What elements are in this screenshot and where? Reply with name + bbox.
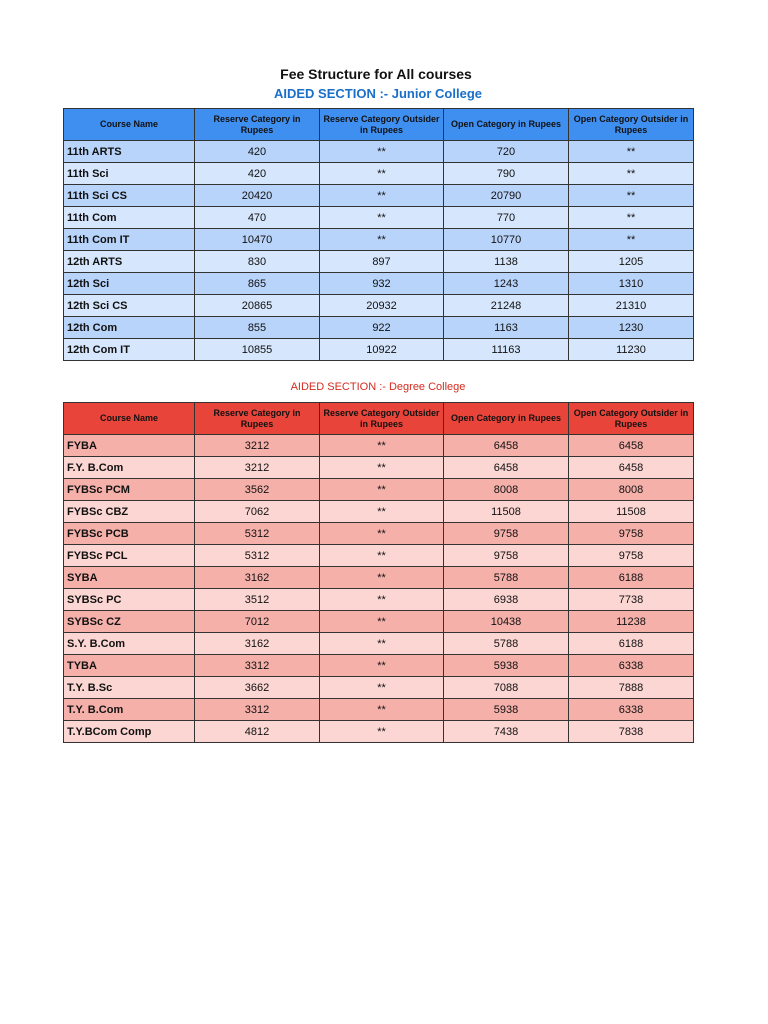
cell-course-name: 11th Com [64, 207, 195, 229]
table-row [64, 611, 694, 633]
cell-open-outsider: ** [569, 229, 694, 251]
cell-reserve-outsider: ** [320, 435, 444, 457]
cell-open-outsider: 7738 [569, 589, 694, 611]
cell-reserve-outsider: ** [320, 677, 444, 699]
degree-section-heading: AIDED SECTION :- Degree College [290, 381, 466, 393]
table-row [64, 273, 694, 295]
cell-open-outsider: 7838 [569, 721, 694, 743]
header-open-category: Open Category in Rupees [444, 109, 569, 141]
cell-open-category: 1163 [444, 317, 569, 339]
junior-section-heading: AIDED SECTION :- Junior College [273, 86, 482, 101]
cell-course-name: SYBSc PC [64, 589, 195, 611]
cell-reserve-category: 3512 [195, 589, 320, 611]
cell-open-outsider: 6188 [569, 633, 694, 655]
cell-open-outsider: 21310 [569, 295, 694, 317]
cell-open-category: 7438 [444, 721, 569, 743]
table-header-row [64, 403, 694, 435]
header-open-outsider: Open Category Outsider in Rupees [569, 403, 694, 435]
header-open-category: Open Category in Rupees [444, 403, 569, 435]
cell-course-name: 11th ARTS [64, 141, 195, 163]
cell-course-name: F.Y. B.Com [64, 457, 195, 479]
cell-reserve-outsider: ** [320, 589, 444, 611]
table-row [64, 589, 694, 611]
cell-reserve-outsider: ** [320, 163, 444, 185]
header-reserve-category: Reserve Category in Rupees [195, 403, 320, 435]
cell-open-outsider: 8008 [569, 479, 694, 501]
cell-course-name: T.Y.BCom Comp [64, 721, 195, 743]
cell-course-name: T.Y. B.Com [64, 699, 195, 721]
cell-reserve-outsider: 932 [320, 273, 444, 295]
cell-reserve-outsider: ** [320, 141, 444, 163]
cell-reserve-category: 20865 [195, 295, 320, 317]
table-header-row [64, 109, 694, 141]
header-open-outsider: Open Category Outsider in Rupees [569, 109, 694, 141]
cell-open-outsider: ** [569, 185, 694, 207]
cell-reserve-category: 5312 [195, 545, 320, 567]
cell-reserve-category: 3562 [195, 479, 320, 501]
junior-fee-table [63, 108, 694, 361]
page-title: Fee Structure for All courses [280, 66, 472, 82]
table-row [64, 677, 694, 699]
cell-open-outsider: ** [569, 141, 694, 163]
table-row [64, 479, 694, 501]
cell-open-category: 21248 [444, 295, 569, 317]
cell-reserve-category: 10470 [195, 229, 320, 251]
cell-open-outsider: 1230 [569, 317, 694, 339]
cell-open-outsider: 1310 [569, 273, 694, 295]
cell-reserve-outsider: ** [320, 699, 444, 721]
cell-reserve-outsider: ** [320, 479, 444, 501]
cell-open-category: 20790 [444, 185, 569, 207]
table-row [64, 185, 694, 207]
cell-open-category: 790 [444, 163, 569, 185]
cell-course-name: FYBSc PCB [64, 523, 195, 545]
cell-reserve-category: 4812 [195, 721, 320, 743]
cell-course-name: FYBSc CBZ [64, 501, 195, 523]
cell-open-outsider: 6338 [569, 655, 694, 677]
cell-course-name: TYBA [64, 655, 195, 677]
cell-open-outsider: ** [569, 163, 694, 185]
table-row [64, 699, 694, 721]
cell-course-name: 12th Sci CS [64, 295, 195, 317]
table-row [64, 317, 694, 339]
table-row [64, 435, 694, 457]
cell-open-outsider: 6188 [569, 567, 694, 589]
cell-open-outsider: 6458 [569, 457, 694, 479]
table-row [64, 295, 694, 317]
table-row [64, 229, 694, 251]
cell-course-name: SYBSc CZ [64, 611, 195, 633]
cell-reserve-category: 3312 [195, 655, 320, 677]
cell-open-category: 720 [444, 141, 569, 163]
cell-open-category: 7088 [444, 677, 569, 699]
cell-open-outsider: ** [569, 207, 694, 229]
cell-open-category: 1243 [444, 273, 569, 295]
cell-reserve-category: 7012 [195, 611, 320, 633]
cell-reserve-category: 865 [195, 273, 320, 295]
cell-reserve-category: 7062 [195, 501, 320, 523]
cell-course-name: 12th Com IT [64, 339, 195, 361]
cell-reserve-outsider: ** [320, 185, 444, 207]
cell-reserve-category: 470 [195, 207, 320, 229]
cell-open-outsider: 7888 [569, 677, 694, 699]
cell-reserve-category: 3212 [195, 435, 320, 457]
cell-open-category: 6938 [444, 589, 569, 611]
cell-course-name: FYBSc PCL [64, 545, 195, 567]
cell-open-outsider: 11230 [569, 339, 694, 361]
header-course-name: Course Name [64, 109, 195, 141]
cell-reserve-category: 20420 [195, 185, 320, 207]
cell-open-category: 11163 [444, 339, 569, 361]
cell-open-outsider: 6458 [569, 435, 694, 457]
cell-reserve-category: 3312 [195, 699, 320, 721]
cell-reserve-outsider: ** [320, 545, 444, 567]
cell-reserve-outsider: 922 [320, 317, 444, 339]
table-row [64, 457, 694, 479]
cell-reserve-outsider: ** [320, 567, 444, 589]
cell-reserve-category: 10855 [195, 339, 320, 361]
cell-reserve-category: 420 [195, 141, 320, 163]
cell-course-name: 12th ARTS [64, 251, 195, 273]
cell-reserve-outsider: ** [320, 655, 444, 677]
degree-fee-table [63, 402, 694, 743]
header-reserve-category: Reserve Category in Rupees [195, 109, 320, 141]
cell-open-outsider: 9758 [569, 545, 694, 567]
table-row [64, 633, 694, 655]
table-row [64, 141, 694, 163]
table-row [64, 251, 694, 273]
cell-course-name: 12th Sci [64, 273, 195, 295]
cell-course-name: 11th Com IT [64, 229, 195, 251]
cell-course-name: 11th Sci CS [64, 185, 195, 207]
cell-open-category: 6458 [444, 435, 569, 457]
cell-open-category: 9758 [444, 523, 569, 545]
cell-reserve-outsider: ** [320, 501, 444, 523]
cell-reserve-category: 5312 [195, 523, 320, 545]
table-row [64, 721, 694, 743]
cell-reserve-outsider: ** [320, 523, 444, 545]
cell-reserve-category: 3212 [195, 457, 320, 479]
cell-reserve-outsider: ** [320, 633, 444, 655]
header-reserve-outsider: Reserve Category Outsider in Rupees [320, 403, 444, 435]
header-course-name: Course Name [64, 403, 195, 435]
cell-open-outsider: 11508 [569, 501, 694, 523]
cell-course-name: S.Y. B.Com [64, 633, 195, 655]
cell-course-name: FYBA [64, 435, 195, 457]
cell-open-category: 1138 [444, 251, 569, 273]
cell-reserve-outsider: 20932 [320, 295, 444, 317]
table-row [64, 207, 694, 229]
table-row [64, 567, 694, 589]
cell-open-category: 6458 [444, 457, 569, 479]
cell-open-outsider: 11238 [569, 611, 694, 633]
cell-reserve-category: 3662 [195, 677, 320, 699]
cell-reserve-outsider: ** [320, 611, 444, 633]
header-reserve-outsider: Reserve Category Outsider in Rupees [320, 109, 444, 141]
cell-reserve-outsider: 897 [320, 251, 444, 273]
cell-open-category: 9758 [444, 545, 569, 567]
cell-open-category: 770 [444, 207, 569, 229]
cell-reserve-outsider: ** [320, 229, 444, 251]
cell-course-name: T.Y. B.Sc [64, 677, 195, 699]
table-row [64, 501, 694, 523]
cell-open-outsider: 9758 [569, 523, 694, 545]
cell-reserve-category: 3162 [195, 633, 320, 655]
table-row [64, 545, 694, 567]
cell-open-category: 5788 [444, 633, 569, 655]
cell-open-category: 10438 [444, 611, 569, 633]
table-row [64, 523, 694, 545]
cell-open-category: 5938 [444, 655, 569, 677]
table-row [64, 339, 694, 361]
cell-reserve-outsider: ** [320, 457, 444, 479]
cell-reserve-outsider: ** [320, 721, 444, 743]
cell-course-name: FYBSc PCM [64, 479, 195, 501]
cell-reserve-category: 855 [195, 317, 320, 339]
cell-course-name: 11th Sci [64, 163, 195, 185]
cell-reserve-outsider: 10922 [320, 339, 444, 361]
cell-open-outsider: 1205 [569, 251, 694, 273]
cell-open-category: 11508 [444, 501, 569, 523]
cell-open-outsider: 6338 [569, 699, 694, 721]
cell-open-category: 8008 [444, 479, 569, 501]
cell-reserve-category: 3162 [195, 567, 320, 589]
table-row [64, 655, 694, 677]
cell-reserve-outsider: ** [320, 207, 444, 229]
cell-course-name: SYBA [64, 567, 195, 589]
cell-course-name: 12th Com [64, 317, 195, 339]
cell-open-category: 5938 [444, 699, 569, 721]
cell-reserve-category: 830 [195, 251, 320, 273]
table-row [64, 163, 694, 185]
cell-open-category: 5788 [444, 567, 569, 589]
cell-open-category: 10770 [444, 229, 569, 251]
cell-reserve-category: 420 [195, 163, 320, 185]
